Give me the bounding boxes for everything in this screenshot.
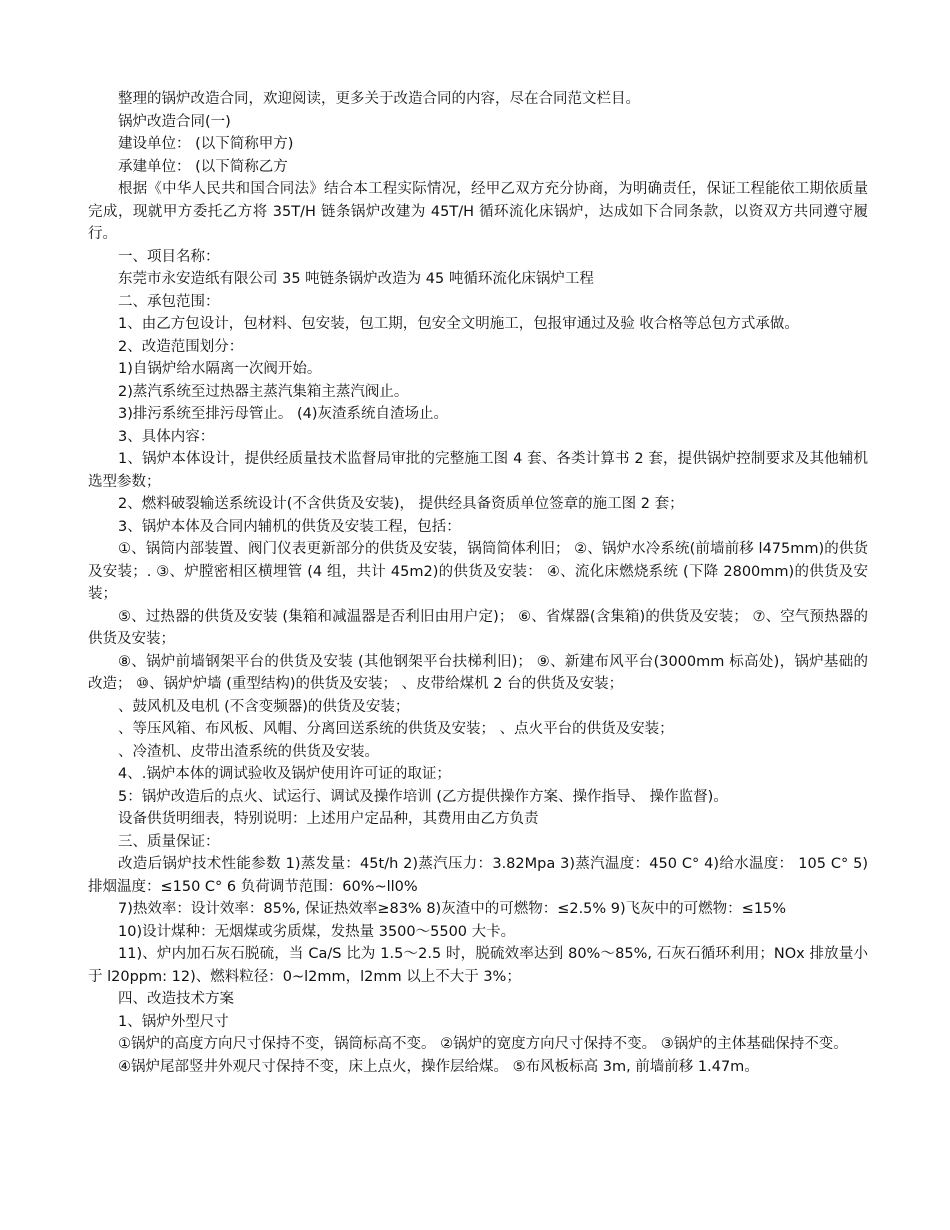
supply-item-windbox: 、等压风箱、布风板、风帽、分离回送系统的供货及安装； 、点火平台的供货及安装； [118,721,674,737]
equipment-note: 设备供货明细表，特别说明：上述用户定品种，其费用由乙方负责 [118,811,539,827]
performance-params-3: 10)设计煤种：无烟煤或劣质煤，发热量 3500～5500 大卡。 [118,923,516,940]
intro-text: 整理的锅炉改造合同，欢迎阅读，更多关于改造合同的内容，尽在合同范文栏目。 [118,91,640,107]
preamble-paragraph: 根据《中华人民共和国合同法》结合本工程实际情况，经甲乙双方充分协商，为明确责任，保证工程能依工期依质量完成，现就甲方委托乙方将 35T/H 链条锅炉改建为 45T/H 循环流化床锅炉，达成如下合同条款，以资双方共同遵守履行。 [88,181,868,242]
content-item-1: 1、锅炉本体设计，提供经质量技术监督局审批的完整施工图 4 套、各类计算书 2 套，提供锅炉控制要求及其他辅机选型参数； [88,451,868,490]
document-page [88,88,868,1078]
scope-item-1: 1、由乙方包设计，包材料、包安装，包工期，包安全文明施工，包报审通过及验 收合格等总包方式承做。 [118,316,799,332]
dimension-items-4-5: ④锅炉尾部竖井外观尺寸保持不变，床上点火，操作层给煤。 ⑤布风板标高 3m, 前墙前移 1.47m。 [118,1058,759,1075]
party-b-line: 承建单位： (以下简称乙方 [118,158,288,175]
section-heading-scope: 二、承包范围： [118,293,220,310]
dimension-items-1-3: ①锅炉的高度方向尺寸保持不变，锅筒标高不变。 ②锅炉的宽度方向尺寸保持不变。 ③锅炉的主体基础保持不变。 [118,1036,848,1052]
scope-subitem-3-4: 3)排污系统至排污母管止。 (4)灰渣系统自渣场止。 [118,406,449,422]
supply-item-fan: 、鼓风机及电机 (不含变频器)的供货及安装； [118,698,410,715]
scope-item-2-heading: 2、改造范围划分： [118,338,244,355]
content-item-3: 3、锅炉本体及合同内辅机的供货及安装工程，包括： [118,518,461,535]
content-item-2: 2、燃料破裂输送系统设计(不含供货及安装)， 提供经具备资质单位签章的施工图 2 套； [118,496,684,512]
project-name-text: 东莞市永安造纸有限公司 35 吨链条锅炉改造为 45 吨循环流化床锅炉工程 [118,271,594,287]
content-heading: 3、具体内容： [118,428,215,445]
supply-item-slag: 、冷渣机、皮带出渣系统的供货及安装。 [118,743,379,760]
party-a-line: 建设单位： (以下简称甲方) [118,136,294,152]
supply-items-1-4: ①、锅筒内部装置、阀门仪表更新部分的供货及安装，锅筒简体利旧； ②、锅炉水冷系统(前墙前移 l475mm)的供货及安装；. ③、炉膛密相区横埋管 (4 组，共计 45m2)的供货及安装： ④、流化床燃烧系统 (下降 2800mm)的供货及安装； [88,541,868,602]
performance-params-4: 11)、炉内加石灰石脱硫，当 Ca/S 比为 1.5～2.5 时，脱硫效率达到 80%～85%, 石灰石循环利用；NOx 排放量小于 l20ppm: 12)、燃料粒径：0~l2mm，l2mm 以上不大于 3%； [88,946,868,985]
supply-items-8-11: ⑧、锅炉前墙钢架平台的供货及安装 (其他钢架平台扶梯利旧)； ⑨、新建布风平台(3000mm 标高处)，锅炉基础的改造； ⑩、锅炉炉墙 (重型结构)的供货及安装； 、皮带给煤机 2 台的供货及安装； [88,653,868,692]
technical-plan-item-1: 1、锅炉外型尺寸 [118,1013,229,1030]
supply-items-5-7: ⑤、过热器的供货及安装 (集箱和减温器是否利旧由用户定)； ⑥、省煤器(含集箱)的供货及安装； ⑦、空气预热器的供货及安装； [88,608,868,647]
performance-params-1: 改造后锅炉技术性能参数 1)蒸发量：45t/h 2)蒸汽压力：3.82Mpa 3)蒸汽温度：450 C° 4)给水温度： 105 C° 5)排烟温度：≤150 C° 6 负荷调节范围：60%~ll0% [88,856,868,895]
section-heading-technical-plan: 四、改造技术方案 [118,991,234,1007]
scope-subitem-2: 2)蒸汽系统至过热器主蒸汽集箱主蒸汽阀止。 [118,383,409,400]
content-item-4: 4、.锅炉本体的调试验收及锅炉使用许可证的取证； [118,766,451,782]
scope-subitem-1: 1)自锅炉给水隔离一次阀开始。 [118,361,322,377]
section-heading-quality: 三、质量保证： [118,833,220,850]
performance-params-2: 7)热效率：设计效率：85%, 保证热效率≥83% 8)灰渣中的可燃物：≤2.5% 9)飞灰中的可燃物：≤15% [118,901,787,917]
section-heading-project-name: 一、项目名称： [118,248,220,265]
contract-title: 锅炉改造合同(一) [118,113,231,130]
content-item-5: 5：锅炉改造后的点火、试运行、调试及操作培训 (乙方提供操作方案、操作指导、 操作监督)。 [118,788,728,805]
